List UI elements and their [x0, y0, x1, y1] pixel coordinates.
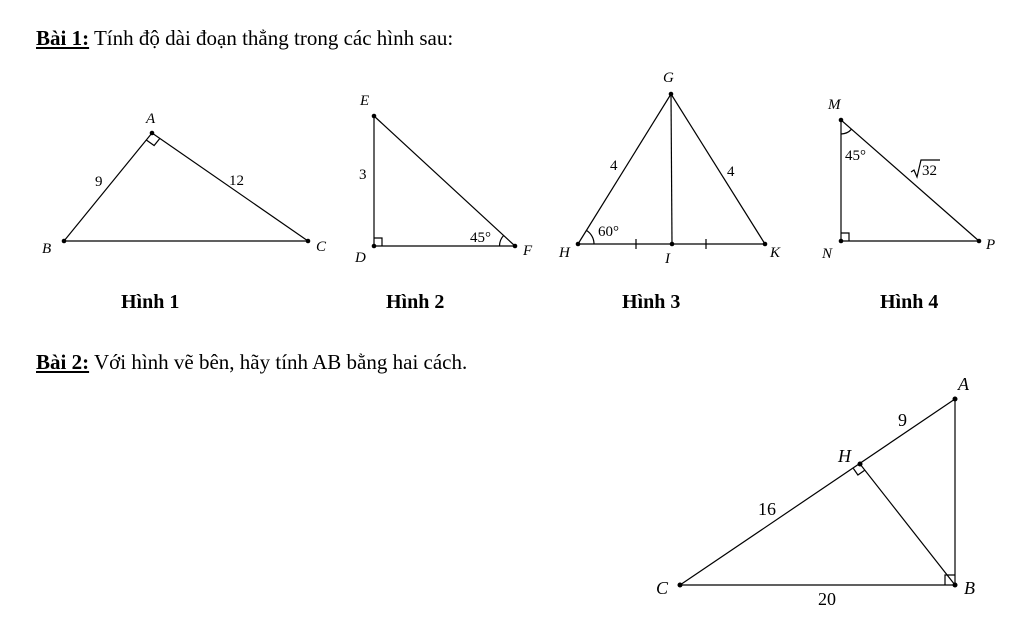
- fig2-caption: Hình 2: [386, 291, 445, 313]
- fig4-point-p: [977, 239, 982, 244]
- fig4-label-n: N: [822, 246, 833, 262]
- fig5-label-c: C: [656, 578, 669, 598]
- fig3-label-i: I: [665, 251, 670, 267]
- fig2-side-ef: [374, 116, 515, 246]
- fig4-side-mp: [841, 120, 979, 241]
- fig3-label-g: G: [663, 70, 674, 86]
- fig1-point-c: [306, 239, 311, 244]
- fig3-point-i: [670, 242, 675, 247]
- fig2-length-ed: 3: [359, 167, 367, 183]
- fig1-length-ab: 9: [95, 174, 103, 190]
- fig5-side-ca: [680, 399, 955, 585]
- fig3-label-k: K: [770, 245, 781, 261]
- fig2-angle-f: 45°: [470, 230, 491, 246]
- fig5-length-hc: 16: [758, 499, 776, 519]
- fig1-label-a: A: [146, 111, 156, 127]
- fig2-label-e: E: [360, 93, 370, 109]
- fig5-right-angle-h: [853, 469, 864, 476]
- figure-5: [656, 374, 975, 609]
- fig5-label-b: B: [964, 578, 975, 598]
- fig1-label-b: B: [42, 241, 52, 257]
- figure-1: [42, 111, 327, 313]
- fig5-point-h: [858, 462, 863, 467]
- fig3-length-gh: 4: [610, 158, 618, 174]
- fig1-right-angle-mark: [146, 139, 160, 146]
- fig1-point-a: [150, 131, 155, 136]
- fig3-point-h: [576, 242, 581, 247]
- fig5-altitude-hb: [860, 464, 955, 585]
- fig3-altitude-gi: [671, 94, 672, 244]
- fig1-caption: Hình 1: [121, 291, 180, 313]
- fig1-point-b: [62, 239, 67, 244]
- fig2-label-f: F: [523, 243, 533, 259]
- fig2-point-f: [513, 244, 518, 249]
- fig2-point-d: [372, 244, 377, 249]
- fig3-side-gk: [671, 94, 765, 244]
- fig5-point-b: [953, 583, 958, 588]
- fig4-label-m: M: [828, 97, 841, 113]
- fig5-length-cb: 20: [818, 589, 836, 609]
- fig5-label-h: H: [838, 446, 851, 466]
- fig3-length-gk: 4: [727, 164, 735, 180]
- problem-2-heading: Bài 2:: [36, 350, 90, 374]
- fig1-length-ac: 12: [229, 173, 244, 189]
- fig3-label-h: H: [559, 245, 570, 261]
- problem-1-text: Tính độ dài đoạn thẳng trong các hình sau:: [89, 26, 454, 50]
- fig4-label-p: P: [986, 237, 996, 253]
- fig5-point-a: [953, 397, 958, 402]
- fig2-point-e: [372, 114, 377, 119]
- figure-4: [821, 97, 995, 313]
- fig3-caption: Hình 3: [622, 291, 681, 313]
- figure-3: [558, 70, 781, 313]
- fig4-angle-arc: [841, 129, 852, 134]
- fig3-angle-h: 60°: [598, 224, 619, 240]
- fig2-angle-arc: [500, 236, 504, 247]
- fig3-point-k: [763, 242, 768, 247]
- figure-2: [354, 93, 533, 313]
- fig5-label-a: A: [958, 374, 969, 394]
- fig3-point-g: [669, 92, 674, 97]
- fig3-angle-arc: [586, 230, 594, 244]
- fig4-point-n: [839, 239, 844, 244]
- fig5-point-c: [678, 583, 683, 588]
- fig2-label-d: D: [355, 250, 366, 266]
- fig3-side-gh: [578, 94, 671, 244]
- fig5-length-ah: 9: [898, 410, 907, 430]
- fig1-side-ab: [64, 133, 152, 241]
- fig4-angle-m: 45°: [845, 148, 866, 164]
- fig4-point-m: [839, 118, 844, 123]
- problem-1-heading: Bài 1:: [36, 26, 90, 50]
- fig4-length-mp-radicand: 32: [922, 163, 937, 179]
- fig4-caption: Hình 4: [880, 291, 939, 313]
- fig1-label-c: C: [316, 239, 327, 255]
- problem-2-text: Với hình vẽ bên, hãy tính AB bằng hai cách.: [89, 350, 468, 374]
